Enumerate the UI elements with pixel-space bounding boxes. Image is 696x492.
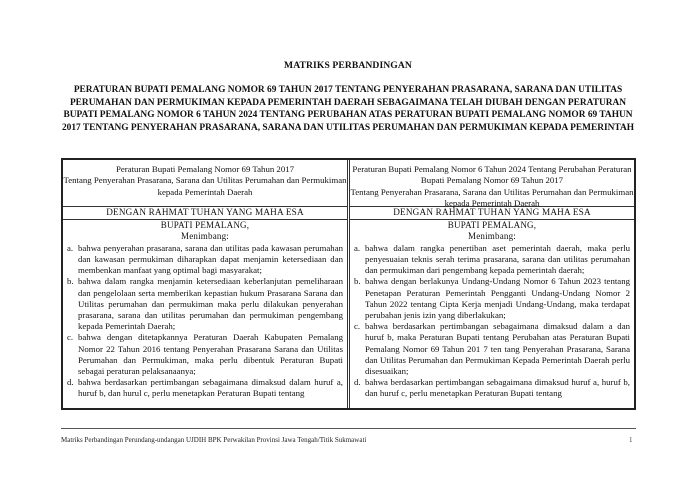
right-menimbang: Menimbang: xyxy=(468,231,516,242)
left-bupati: BUPATI PEMALANG, xyxy=(160,219,250,230)
left-item-a: a. bahwa penyerahan prasarana, sarana dan utilitas pada kawasan perumahan dan kawasan permukiman diharapkan dapat menjamin ketersediaan dan membenkan manfaat yang optimal bagi masyarakat; xyxy=(67,242,343,276)
right-item-b: b. bahwa dengan berlakunya Undang-Undang Nomor 6 Tahun 2023 tentang Penetapan Peraturan Pemerintah Pengganti Undang-Undang Nomor 2 Tahun 2022 tentang Cipta Kerja menjadi Undang-Undang, maka terdapat perubahan jenis izin yang diberlakukan; xyxy=(354,276,630,320)
comparison-table xyxy=(61,158,636,410)
right-bupati: BUPATI PEMALANG, xyxy=(447,219,537,230)
left-header-line1: Peraturan Bupati Pemalang Nomor 69 Tahun 2017 xyxy=(115,164,295,174)
right-column xyxy=(349,160,634,408)
right-item-a: a. bahwa dalam rangka penertiban aset pemerintah daerah, maka perlu penyesuaian teknis serah terima prasarana, sarana dan utilitas perumahan dan permukiman dari pengembang kepada pemerintah daerah; xyxy=(354,242,630,276)
right-item-c: c. bahwa berdasarkan pertimbangan sebagaimana dimaksud dalam a dan huruf b, maka Peraturan Bupati tentang Perubahan atas Peraturan Bupati Pemalang Nomor 69 Tahun 201 7 ten tang Penyerahan Prasarana, Sarana dan Utilitas Perumahan dan Permukiman Kepada Pemerintah Daerah perlu disesuaikan; xyxy=(354,321,630,377)
left-rahmat: DENGAN RAHMAT TUHAN YANG MAHA ESA xyxy=(106,207,304,217)
left-item-b: b. bahwa dalam rangka menjamin ketersediaan keberlanjutan pemeliharaan dan pengelolaan serta memberikan kepastian hukum Prasarana Sarana dan Utilitas perumahan dan permukiman maka perlu dilakukan penyerahan prasarana, sarana dan utilitas perumahan dan permukiman pengembang kepada Pemerintah Daerah; xyxy=(67,276,343,332)
page-number: 1 xyxy=(629,436,633,444)
right-item-d: d. bahwa berdasarkan pertimbangan sebagaimana dimaksud huruf a, huruf b, dan huruf c, perlu menetapkan Peraturan Bupati tentang xyxy=(354,377,630,399)
right-header-line2: Tentang Penyerahan Prasarana, Sarana dan Utilitas Perumahan dan Permukiman kepada Pemerintah Daerah xyxy=(350,186,634,208)
left-menimbang: Menimbang: xyxy=(181,231,229,242)
left-item-d: d. bahwa berdasarkan pertimbangan sebagaimana dimaksud dalam huruf a, huruf b, dan hurul c, perlu menetapkan Peraturan Bupati tentang xyxy=(67,377,343,399)
right-column-header xyxy=(350,160,634,206)
footer-divider xyxy=(61,428,636,429)
left-header-line2: Tentang Penyerahan Prasarana, Sarana dan Utilitas Perumahan dan Permukiman kepada Pemerintah Daerah xyxy=(63,175,347,197)
left-column-header xyxy=(63,160,347,206)
right-header-line1: Peraturan Bupati Pemalang Nomor 6 Tahun 2024 Tentang Perubahan Peraturan Bupati Pemalang Nomor 69 Tahun 2017 xyxy=(352,164,632,186)
document-title: MATRIKS PERBANDINGAN xyxy=(284,60,412,71)
page-footer: Matriks Perbandingan Perundang-undangan UJDIH BPK Perwakilan Provinsi Jawa Tengah/Titik Sukmawati xyxy=(61,436,367,444)
left-column xyxy=(63,160,348,408)
left-item-c: c. bahwa dengan ditetapkannya Peraturan Daerah Kabupaten Pemalang Nomor 22 Tahun 2016 tentang Penyerahan Prasarana Sarana dan Utilitas Perumahan dan Permukiman, maka perlu dibentuk Peraturan Bupati sebagai peraturan pelaksanaanya; xyxy=(67,332,343,377)
right-rahmat: DENGAN RAHMAT TUHAN YANG MAHA ESA xyxy=(393,207,591,217)
document-subtitle: PERATURAN BUPATI PEMALANG NOMOR 69 TAHUN 2017 TENTANG PENYERAHAN PRASARANA, SARANA DAN UTILITAS PERUMAHAN DAN PERMUKIMAN KEPADA PEMERINTAH DAERAH SEBAGAIMANA TELAH DIUBAH DENGAN PERATURAN BUPATI PEMALANG NOMOR 6 TAHUN 2024 TENTANG PERUBAHAN ATAS PERATURAN BUPATI PEMALANG NOMOR 69 TAHUN 2017 TENTANG PENYERAHAN PRASARANA, SARANA DAN UTILITAS PERUMAHAN DAN PERMUKIMAN KEPADA PEMERINTAH xyxy=(61,85,635,133)
